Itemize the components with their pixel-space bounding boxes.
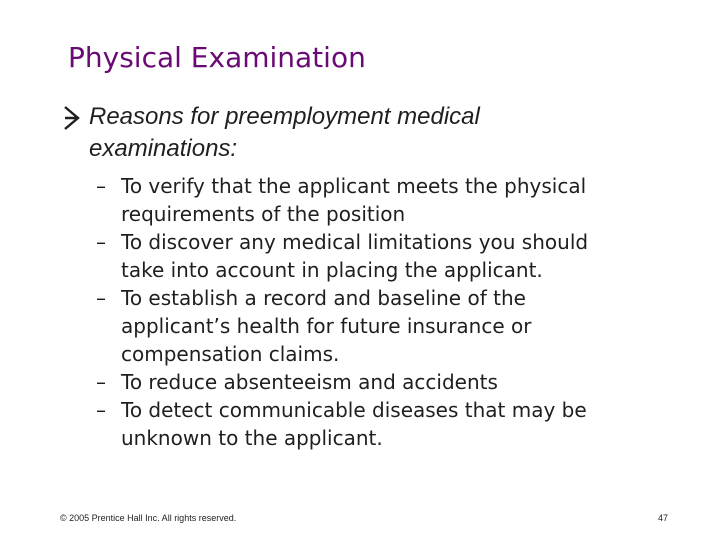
footer-copyright: © 2005 Prentice Hall Inc. All rights reserved. bbox=[60, 513, 237, 523]
dash-marker: – bbox=[96, 398, 106, 422]
sub-bullet-item bbox=[96, 172, 656, 228]
slide-title: Physical Examination bbox=[68, 41, 366, 74]
main-bullet-line-2: examinations: bbox=[89, 135, 238, 162]
sub-bullet-line: compensation claims. bbox=[121, 342, 340, 366]
sub-bullet-item bbox=[96, 228, 656, 284]
sub-bullet-line: To detect communicable diseases that may be bbox=[121, 398, 587, 422]
sub-bullet-list bbox=[96, 172, 656, 452]
sub-bullet-line: take into account in placing the applicant. bbox=[121, 258, 543, 282]
arrow-bullet-icon bbox=[62, 104, 82, 132]
main-bullet bbox=[62, 101, 622, 165]
dash-marker: – bbox=[96, 174, 106, 198]
main-bullet-line-1: Reasons for preemployment medical bbox=[89, 103, 480, 130]
dash-marker: – bbox=[96, 370, 106, 394]
sub-bullet-line: requirements of the position bbox=[121, 202, 406, 226]
sub-bullet-line: applicant’s health for future insurance or bbox=[121, 314, 532, 338]
main-bullet-text bbox=[89, 101, 622, 165]
sub-bullet-item bbox=[96, 284, 656, 368]
sub-bullet-line: To verify that the applicant meets the physical bbox=[121, 174, 587, 198]
sub-bullet-item bbox=[96, 396, 656, 452]
sub-bullet-line: To establish a record and baseline of the bbox=[121, 286, 526, 310]
dash-marker: – bbox=[96, 230, 106, 254]
sub-bullet-item bbox=[96, 368, 656, 396]
page-number: 47 bbox=[657, 513, 668, 523]
sub-bullet-line: To reduce absenteeism and accidents bbox=[121, 370, 498, 394]
sub-bullet-line: unknown to the applicant. bbox=[121, 426, 383, 450]
dash-marker: – bbox=[96, 286, 106, 310]
sub-bullet-line: To discover any medical limitations you should bbox=[121, 230, 589, 254]
